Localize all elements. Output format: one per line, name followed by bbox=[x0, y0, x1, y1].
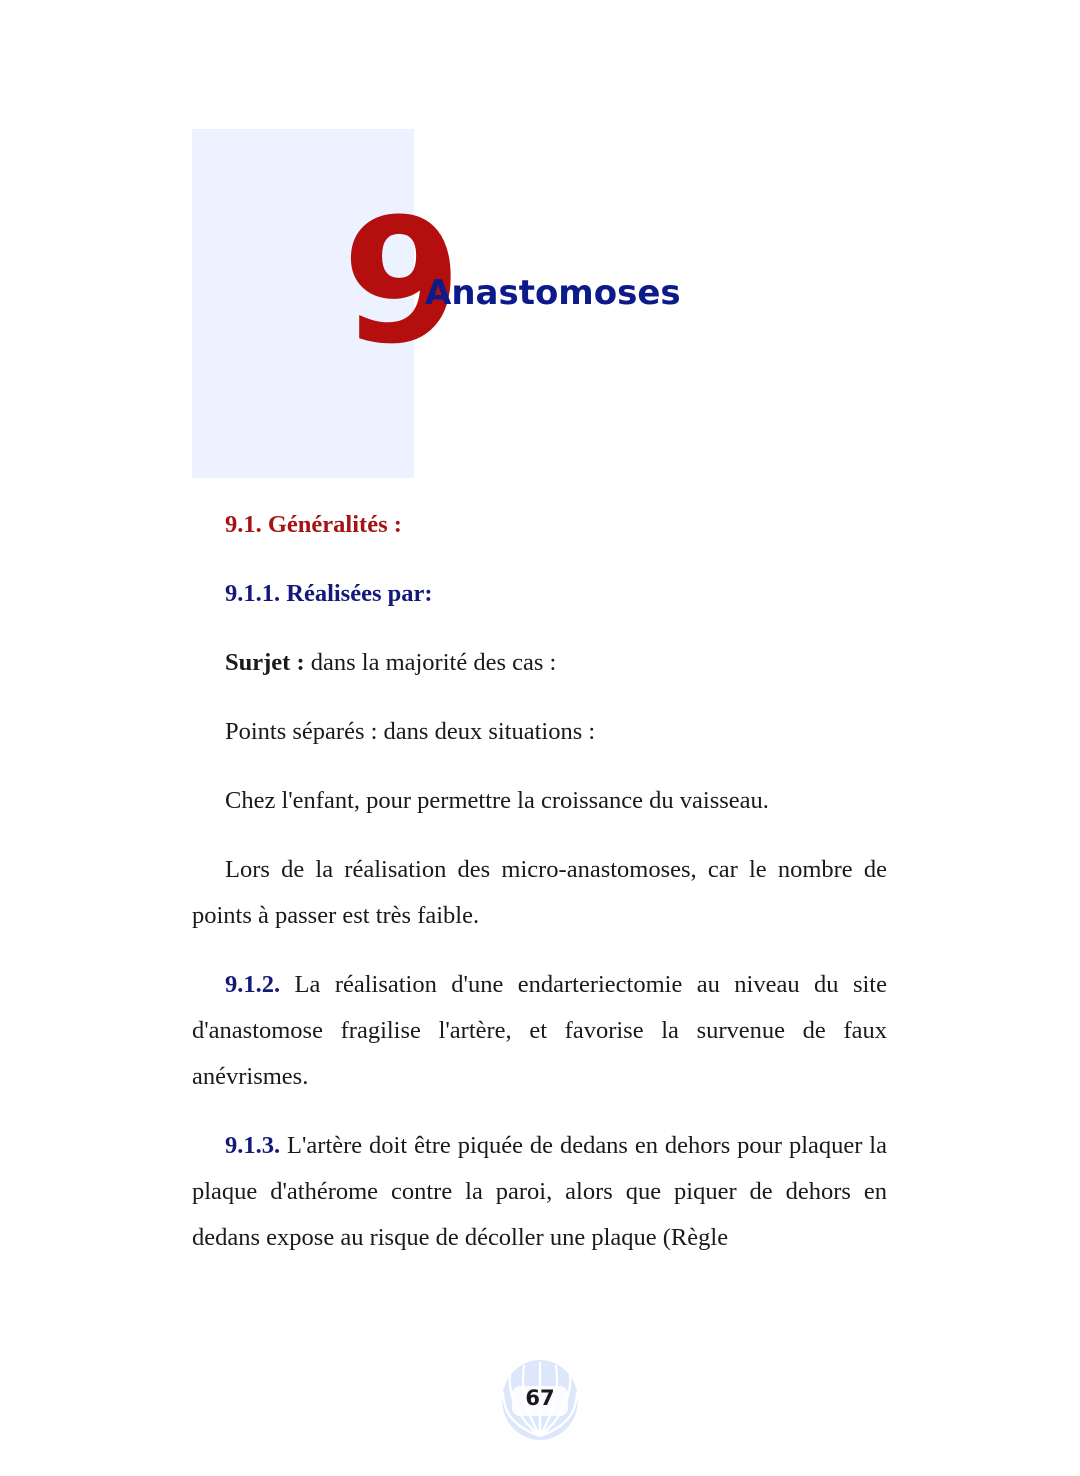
surjet-paragraph bbox=[192, 640, 887, 686]
section-heading-generalites: 9.1. Généralités : bbox=[225, 511, 402, 538]
artere-piquee-paragraph bbox=[192, 1123, 887, 1261]
page-body bbox=[192, 502, 887, 1261]
micro-anastomoses-paragraph: Lors de la réalisation des micro-anastomoses, car le nombre de points à passer est très faible. bbox=[192, 856, 887, 929]
subsection-number-9-1-2: 9.1.2. bbox=[225, 971, 281, 998]
surjet-text: dans la majorité des cas : bbox=[304, 649, 557, 676]
surjet-label: Surjet : bbox=[225, 649, 305, 676]
subsection-heading-realisees: 9.1.1. Réalisées par: bbox=[225, 580, 433, 607]
subsection-number-9-1-3: 9.1.3. bbox=[225, 1132, 281, 1159]
endarteriectomie-text: La réalisation d'une endarteriectomie au niveau du site d'anastomose fragilise l'artère, et favorise la survenue de faux anévrismes. bbox=[192, 971, 887, 1090]
artere-piquee-text: L'artère doit être piquée de dedans en dehors pour plaquer la plaque d'athérome contre la paroi, alors que piquer de dehors en dedans expose au risque de décoller une plaque (Règle bbox=[192, 1132, 887, 1251]
enfant-paragraph: Chez l'enfant, pour permettre la croissance du vaisseau. bbox=[225, 787, 769, 814]
points-separes-paragraph: Points séparés : dans deux situations : bbox=[225, 718, 596, 745]
chapter-number: 9 bbox=[342, 181, 458, 382]
page-footer bbox=[498, 1356, 582, 1444]
chapter-title: Anastomoses bbox=[425, 273, 681, 313]
page-number: 67 bbox=[525, 1386, 555, 1410]
endarteriectomie-paragraph bbox=[192, 962, 887, 1100]
